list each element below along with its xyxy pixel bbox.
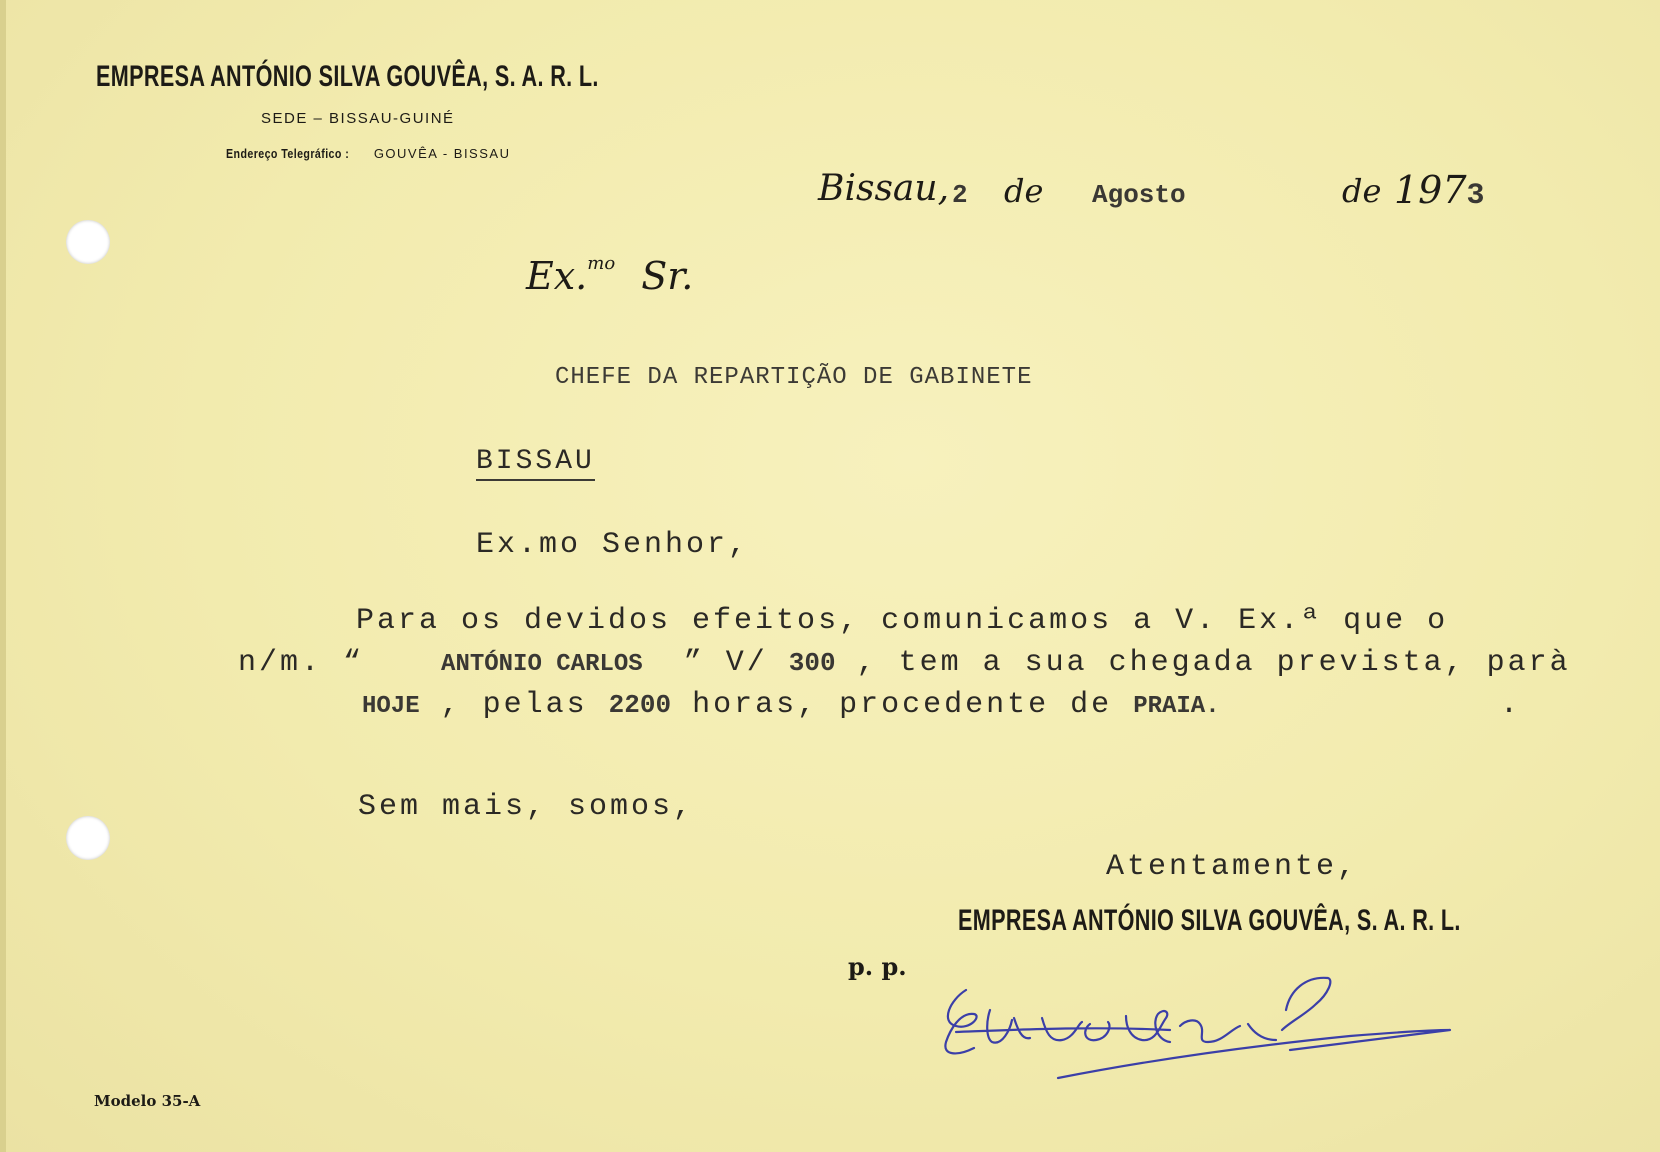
telegraphic-label: Endereço Telegráfico :: [226, 146, 350, 161]
body-line-1: Para os devidos efeitos, comunicamos a V. Ex.ª que o: [356, 604, 1449, 638]
arrival-time: 2200: [608, 690, 672, 720]
voyage-number: 300: [788, 648, 836, 678]
date-de-2: de: [1342, 172, 1382, 210]
line2-suffix: , tem a sua chegada prevista, parà: [856, 646, 1571, 680]
form-model-number: Modelo 35-A: [94, 1092, 201, 1110]
ship-name: ANTÓNIO CARLOS: [441, 651, 643, 678]
handwritten-signature: [930, 960, 1530, 1080]
letterhead-seat: SEDE – BISSAU-GUINÉ: [261, 110, 455, 127]
exmo-text: Ex.: [526, 254, 588, 298]
recipient-title: CHEFE DA REPARTIÇÃO DE GABINETE: [555, 364, 1033, 391]
body-line-2: [238, 646, 1571, 680]
per-procuration: p. p.: [848, 952, 907, 981]
addressee-salutation: [526, 254, 693, 298]
closing-line: Sem mais, somos,: [358, 790, 695, 824]
arrival-day: HOJE: [362, 693, 420, 720]
recipient-city: BISSAU: [476, 446, 595, 481]
telegraphic-value: GOUVÊA - BISSAU: [373, 146, 511, 161]
line2-mid: ” V/: [683, 646, 768, 680]
date-de-1: de: [1004, 172, 1044, 210]
line3-a: , pelas: [440, 688, 588, 722]
line2-prefix: n/m. “: [238, 646, 365, 680]
date-day: 2: [952, 180, 968, 210]
signature-company: EMPRESA ANTÓNIO SILVA GOUVÊA, S. A. R. L.: [958, 904, 1461, 937]
punch-hole-top: [66, 220, 110, 264]
date-month: Agosto: [1092, 180, 1186, 210]
date-year-prefix: 197: [1394, 168, 1467, 212]
sr-text: Sr.: [641, 254, 694, 298]
exmo-superscript: mo: [587, 253, 616, 275]
paper-edge: [0, 0, 6, 1152]
date-year-digit: 3: [1466, 179, 1485, 213]
line3-end: .: [1500, 688, 1522, 722]
body-line-3: [362, 688, 1220, 722]
date-place: Bissau,: [818, 168, 950, 209]
regards: Atentamente,: [1106, 850, 1359, 884]
letterhead-company: EMPRESA ANTÓNIO SILVA GOUVÊA, S. A. R. L.: [96, 60, 599, 93]
letterhead-telegraphic: [226, 146, 510, 161]
origin-port: PRAIA.: [1133, 693, 1220, 720]
punch-hole-bottom: [66, 816, 110, 860]
greeting: Ex.mo Senhor,: [476, 528, 750, 562]
line3-b: horas, procedente de: [692, 688, 1113, 722]
date-year: [1394, 168, 1485, 213]
